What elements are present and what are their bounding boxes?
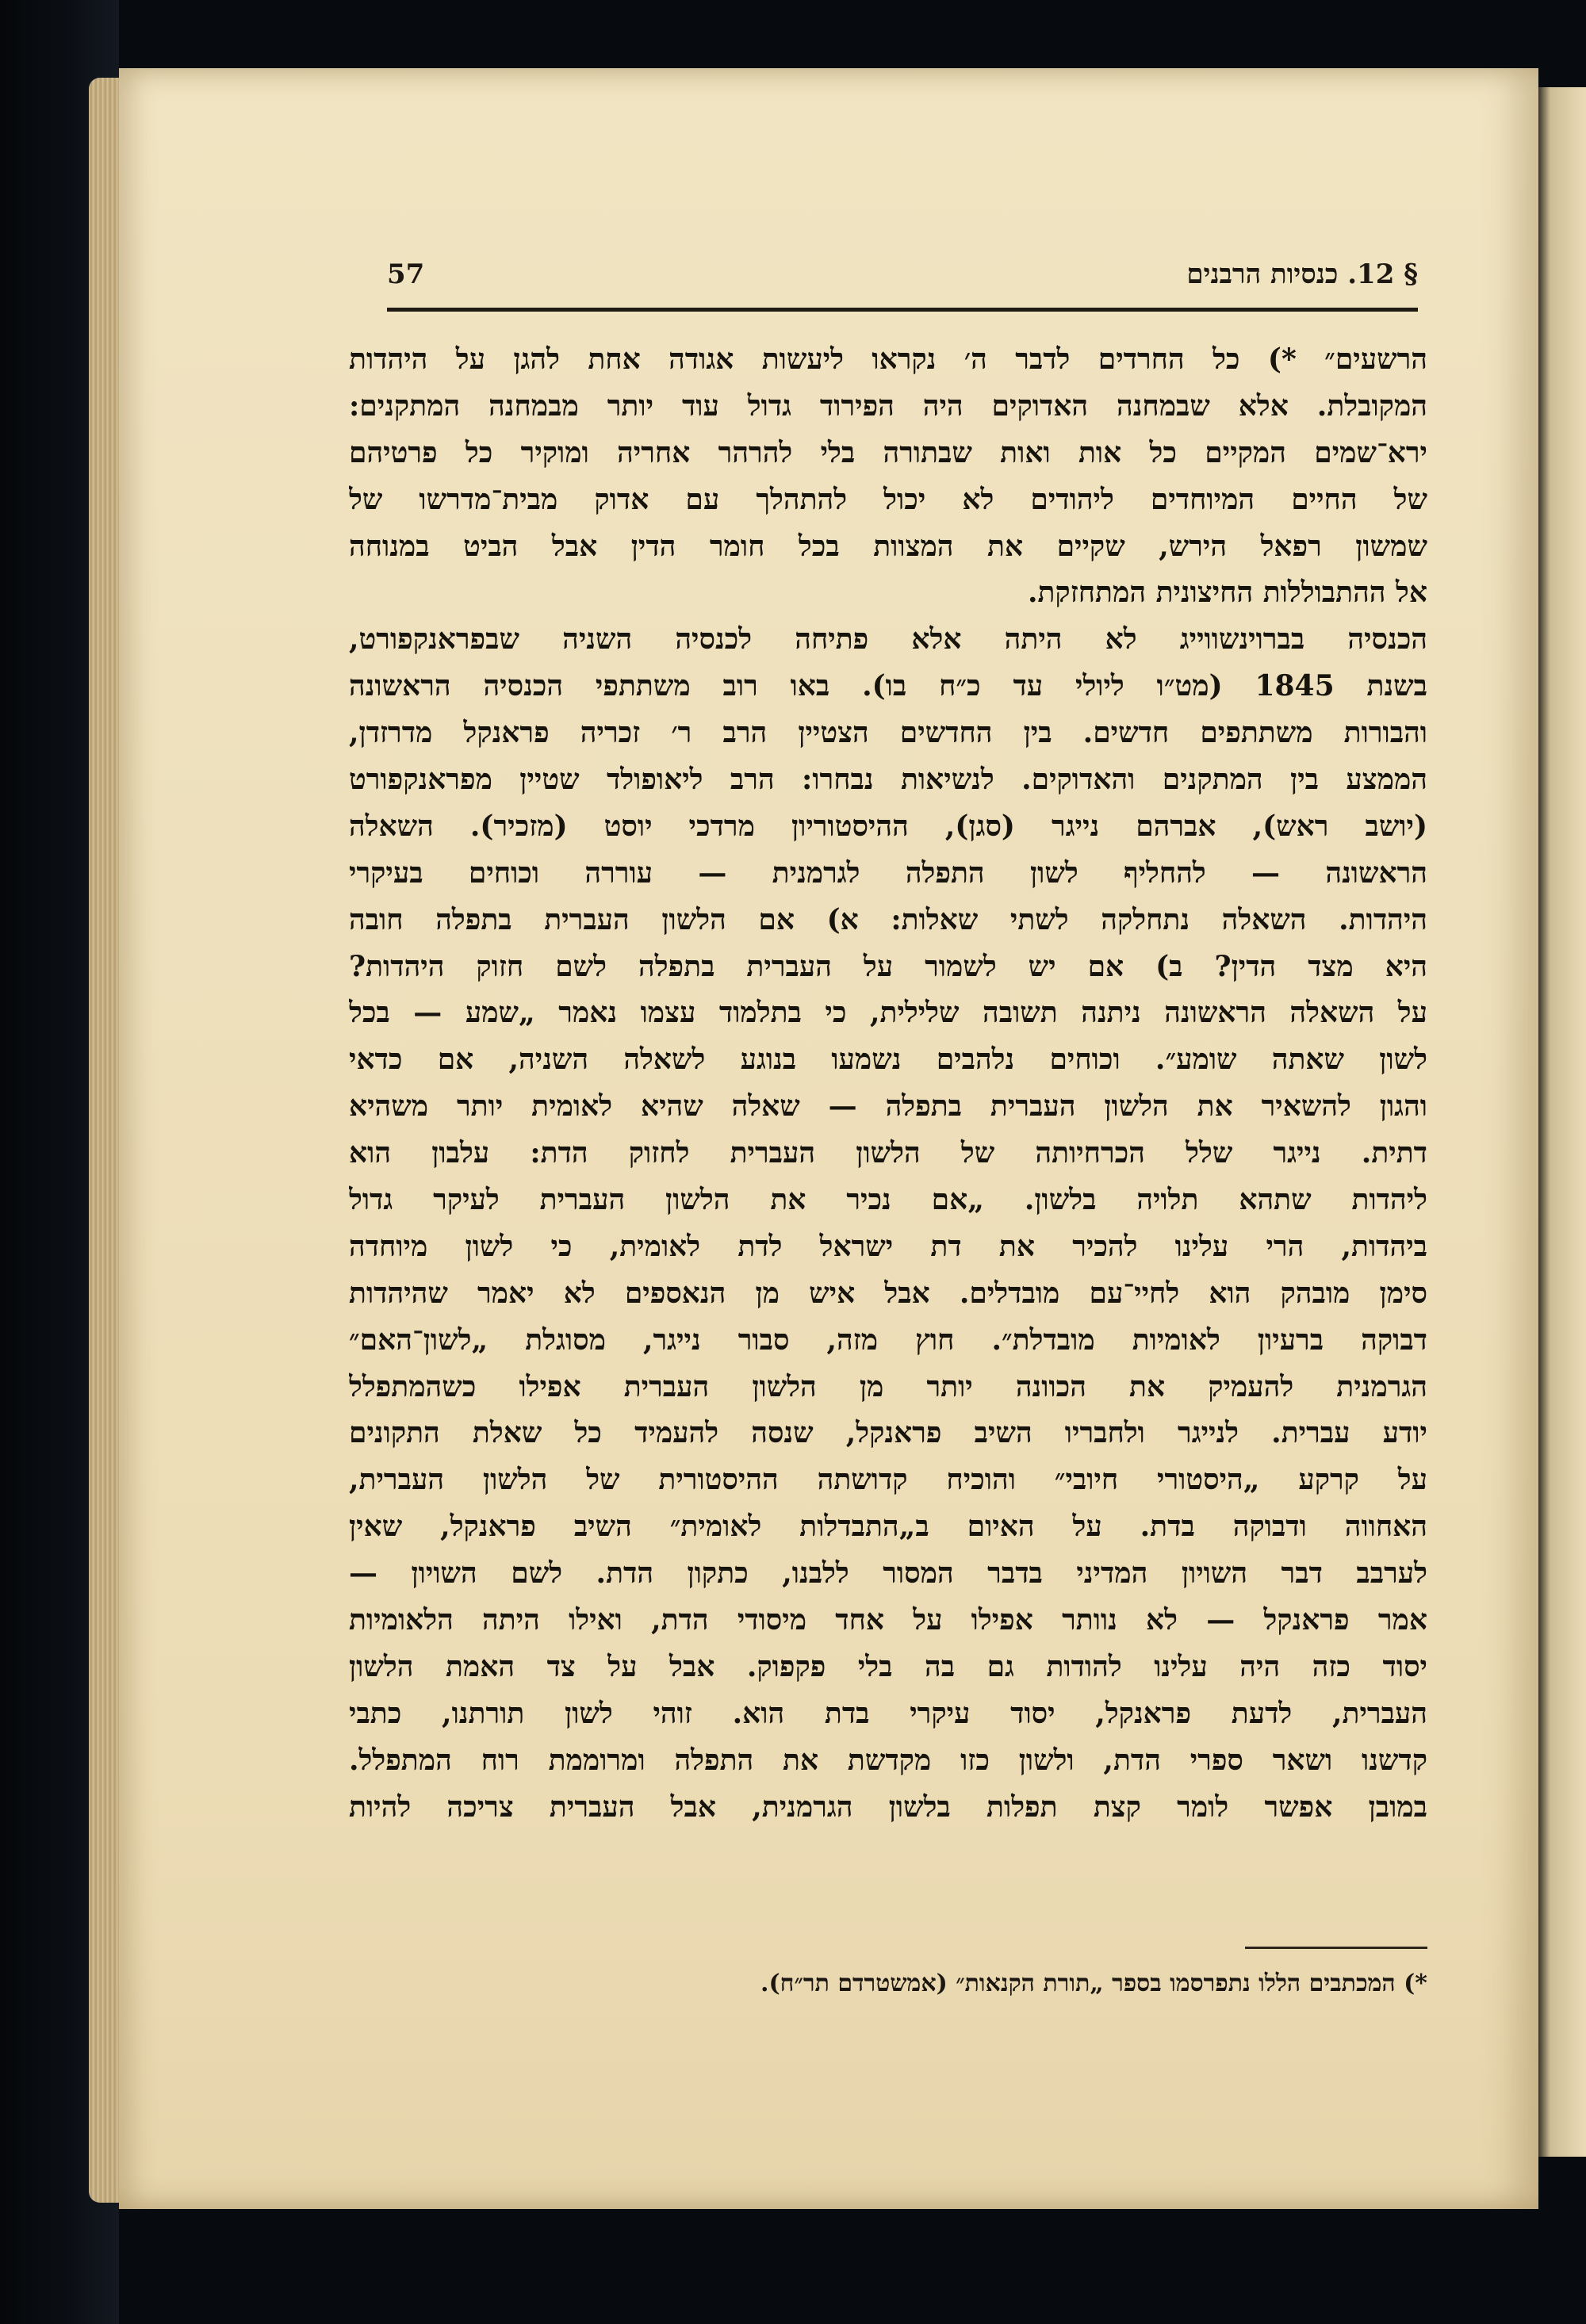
text-line: ליהדות שתהא תלויה בלשון. „אם נכיר את הלשון העברית לעיקר גדול	[349, 1183, 1427, 1217]
text-line: (יושב ראש), אברהם נייגר (סגן), ההיסטוריון מרדכי יוסט (מזכיר). השאלה	[349, 809, 1427, 843]
body-text	[349, 336, 1427, 1831]
header-rule	[387, 308, 1418, 312]
text-line: במובן אפשר לומר קצת תפלות בלשון הגרמנית, אבל העברית צריכה להיות	[349, 1790, 1427, 1824]
page-header	[387, 258, 1418, 306]
text-line: דתית. נייגר שלל הכרחיותה של הלשון העברית לחזוק הדת: עלבון הוא	[349, 1136, 1427, 1170]
text-line: היא מצד הדין? ב) אם יש לשמור על העברית בתפלה לשם חזוק היהדות?	[349, 949, 1427, 983]
text-line: הממצע בין המתקנים והאדוקים. לנשיאות נבחרו: הרב ליאופולד שטיין מפראנקפורט	[349, 763, 1427, 797]
text-line: המקובלת. אלא שבמחנה האדוקים היה הפירוד גדול עוד יותר מבמחנה המתקנים:	[349, 389, 1427, 423]
text-line: אמר פראנקל — לא נוותר אפילו על אחד מיסודי הדת, ואילו היתה הלאומיות	[349, 1603, 1427, 1637]
text-line: בשנת 1845 (מט״ו ליולי עד כ״ח בו). באו רוב משתתפי הכנסיה הראשונה	[349, 669, 1427, 703]
text-line: על קרקע „היסטורי חיובי״ והוכיח קדושתה ההיסטורית של הלשון העברית,	[349, 1463, 1427, 1497]
text-line: ירא־שמים המקיים כל אות ואות שבתורה בלי להרהר אחריה ומוקיר כל פרטיהם	[349, 435, 1427, 469]
page-number: 57	[387, 258, 425, 290]
text-line: והגון להשאיר את הלשון העברית בתפלה — שאלה שהיא לאומית יותר משהיא	[349, 1089, 1427, 1124]
page-edges	[89, 78, 122, 2203]
text-line: הגרמנית להעמיק את הכוונה יותר מן הלשון העברית אפילו כשהמתפלל	[349, 1369, 1427, 1403]
text-line: על השאלה הראשונה ניתנה תשובה שלילית, כי בתלמוד עצמו נאמר „שמע — בכל	[349, 996, 1427, 1030]
text-line: יסוד כזה היה עלינו להודות גם בה בלי פקפוק. אבל על צד האמת הלשון	[349, 1649, 1427, 1683]
footnote: *) המכתבים הללו נתפרסמו בספר „תורת הקנאות״ (אמשטרדם תר״ח).	[760, 1970, 1427, 1997]
text-line: הראשונה — להחליף לשון התפלה לגרמנית — עוררה וכוחים בעיקרי	[349, 856, 1427, 890]
text-line: דבוקה ברעיון לאומיות מובדלת״. חוץ מזה, סבור נייגר, מסוגלת „לשון־האם״	[349, 1323, 1427, 1357]
text-line: יודע עברית. לנייגר ולחבריו השיב פראנקל, שנסה להעמיד כל שאלת התקונים	[349, 1416, 1427, 1450]
text-line: הכנסיה בברוינשווייג לא היתה אלא פתיחה לכנסיה השניה שבפראנקפורט,	[349, 622, 1427, 657]
text-line: ביהדות, הרי עלינו להכיר את דת ישראל לדת לאומית, כי לשון מיוחדה	[349, 1229, 1427, 1263]
facing-page-edge	[1538, 87, 1586, 2157]
footnote-rule	[1245, 1947, 1427, 1949]
text-line: סימן מובהק הוא לחיי־עם מובדלים. אבל איש מן הנאספים לא יאמר שהיהדות	[349, 1276, 1427, 1310]
text-line: העברית, לדעת פראנקל, יסוד עיקרי בדת הוא. זוהי לשון תורתנו, כתבי	[349, 1696, 1427, 1730]
text-line: לשון שאתה שומע״. וכוחים נלהבים נשמעו בנוגע לשאלה השניה, אם כדאי	[349, 1043, 1427, 1077]
text-line: היהדות. השאלה נתחלקה לשתי שאלות: א) אם הלשון העברית בתפלה חובה	[349, 902, 1427, 936]
text-line: קדשנו ושאר ספרי הדת, ולשון כזו מקדשת את התפלה ומרוממת רוח המתפלל.	[349, 1743, 1427, 1777]
text-line: לערבב דבר השויון המדיני בדבר המסור ללבנו, כתקון הדת. לשם השויון —	[349, 1556, 1427, 1591]
text-line: הרשעים״ *) כל החרדים לדבר ה׳ נקראו ליעשות אגודה אחת להגן על היהדות	[349, 343, 1427, 376]
text-line: של החיים המיוחדים ליהודים לא יכול להתהלך עם אדוק מבית־מדרשו של	[349, 482, 1427, 516]
text-line: שמשון רפאל הירש, שקיים את המצוות בכל חומר הדין אבל הביט במנוחה	[349, 529, 1427, 563]
text-line: והבורות משתתפים חדשים. בין החדשים הצטיין הרב ר׳ זכריה פראנקל מדרזדן,	[349, 716, 1427, 750]
running-head: § 12. כנסיות הרבנים	[1186, 258, 1418, 290]
text-line: האחווה ודבוקה בדת. על האיום ב„התבדלות לאומית״ השיב פראנקל, שאין	[349, 1510, 1427, 1544]
text-line: אל ההתבוללות החיצונית המתחזקת.	[1027, 576, 1427, 610]
